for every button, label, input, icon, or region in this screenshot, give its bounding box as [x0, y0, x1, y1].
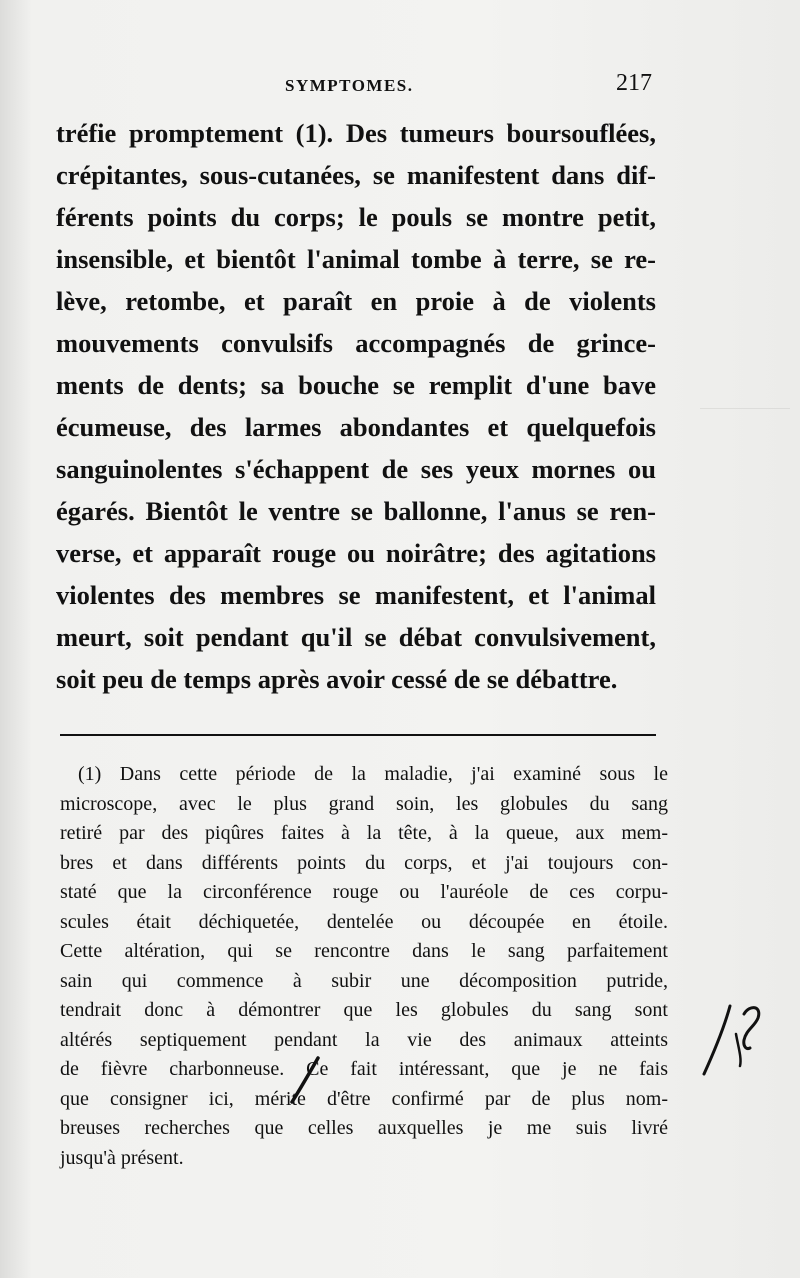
handwritten-margin-annotation [700, 1000, 770, 1080]
main-text [56, 112, 656, 700]
show-through-marks [700, 408, 790, 459]
text-line: soit peu de temps après avoir cessé de se débattre. [56, 664, 618, 694]
text-line: tréfie promptement (1). Des tumeurs boursouflées, [56, 118, 656, 148]
text-line: verse, et apparaît rouge ou noirâtre; des agitations [56, 538, 656, 568]
footnote-line: tendrait donc à démontrer que les globules du sang sont [60, 999, 668, 1021]
text-line: sanguinolentes s'échappent de ses yeux mornes ou [56, 454, 656, 484]
text-line: ments de dents; sa bouche se remplit d'une bave [56, 370, 656, 400]
footnote [60, 760, 668, 1173]
text-line: égarés. Bientôt le ventre se ballonne, l'anus se ren- [56, 496, 656, 526]
text-line: férents points du corps; le pouls se montre petit, [56, 202, 656, 232]
footnote-line: altérés septiquement pendant la vie des animaux atteints [60, 1028, 668, 1051]
text-line: mouvements convulsifs accompagnés de grince- [56, 328, 656, 358]
text-line: meurt, soit pendant qu'il se débat convulsivement, [56, 622, 656, 652]
handwritten-pen-stroke [280, 1056, 330, 1106]
text-line: écumeuse, des larmes abondantes et quelquefois [56, 412, 656, 442]
footnote-line: retiré par des piqûres faites à la tête, à la queue, aux mem- [60, 822, 668, 844]
footnote-line: scules était déchiquetée, dentelée ou découpée en étoile. [60, 910, 668, 933]
footnote-line: microscope, avec le plus grand soin, les globules du sang [60, 792, 668, 815]
footnote-line: sain qui commence à subir une décomposition putride, [60, 969, 668, 992]
text-line: lève, retombe, et paraît en proie à de violents [56, 286, 656, 316]
text-line: crépitantes, sous-cutanées, se manifestent dans dif- [56, 160, 656, 190]
footnote-line: breuses recherches que celles auxquelles je me suis livré [60, 1117, 668, 1139]
page-header [60, 70, 656, 104]
running-head: SYMPTOMES. [285, 76, 414, 95]
footnote-line: bres et dans différents points du corps, et j'ai toujours con- [60, 851, 668, 874]
footnote-line: Cette altération, qui se rencontre dans le sang parfaitement [60, 940, 668, 962]
footnote-line: de fièvre charbonneuse. Ce fait intéressant, que je ne fais [60, 1058, 668, 1080]
text-line: insensible, et bientôt l'animal tombe à terre, se re- [56, 244, 656, 274]
footnote-line: staté que la circonférence rouge ou l'auréole de ces corpu- [60, 881, 668, 903]
text-line: violentes des membres se manifestent, et l'animal [56, 580, 656, 610]
footnote-divider [60, 734, 656, 736]
footnote-line: jusqu'à présent. [60, 1146, 184, 1169]
page-number: 217 [616, 70, 652, 96]
footnote-line: que consigner ici, mérite d'être confirmé par de plus nom- [60, 1087, 668, 1110]
footnote-line: (1) Dans cette période de la maladie, j'ai examiné sous le [78, 763, 668, 785]
